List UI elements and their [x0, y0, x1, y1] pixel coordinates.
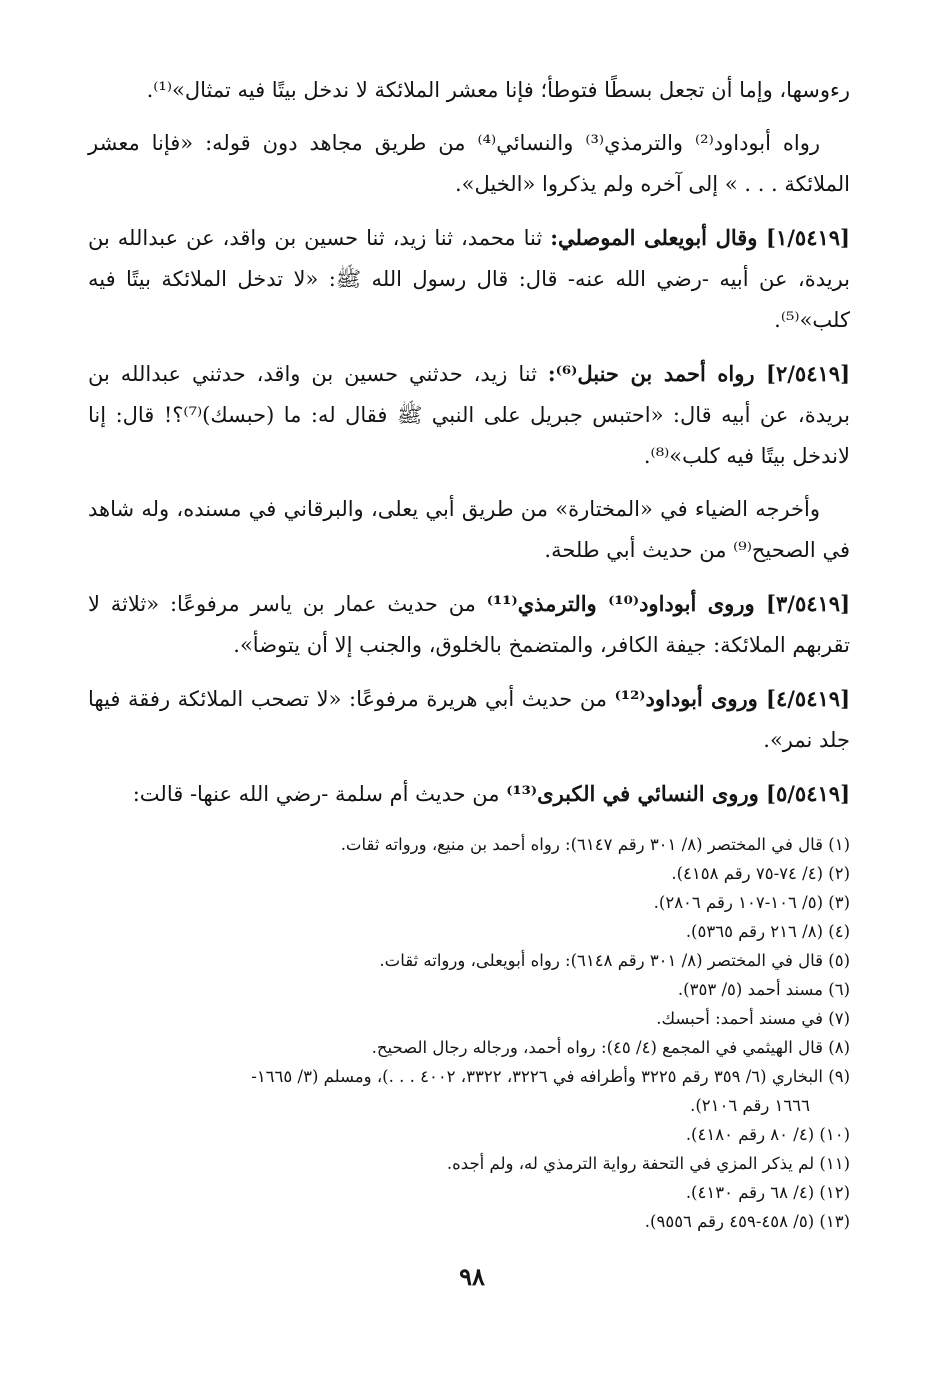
paragraph — [88, 123, 850, 205]
footnote: (٢) (٤/ ٧٤-٧٥ رقم ٤١٥٨). — [671, 864, 850, 883]
paragraph — [88, 583, 850, 666]
paragraph-text: من حديث عمار بن ياسر مرفوعًا: «ثلاثة لا تقربهم الملائكة: جيفة الكافر، والمتضمخ بالخلوق، والجنب إلا أن يتوضأ». — [88, 592, 850, 657]
footnote: (١٢) (٤/ ٦٨ رقم ٤١٣٠). — [685, 1183, 850, 1202]
footnote: (٩) البخاري (٦/ ٣٥٩ رقم ٣٢٢٥ وأطرافه في ٣٢٢٦، ٣٣٢٢، ٤٠٠٢ . . .)، ومسلم (٣/ ١٦٦٥- — [251, 1067, 850, 1086]
paragraph — [88, 489, 850, 571]
footnote: (٨) قال الهيثمي في المجمع (٤/ ٤٥): رواه أحمد، ورجاله رجال الصحيح. — [371, 1038, 850, 1057]
paragraph — [88, 70, 850, 111]
paragraph-text: من حديث أم سلمة -رضي الله عنها- قالت: — [132, 782, 507, 806]
footnote: (١٣) (٥/ ٤٥٨-٤٥٩ رقم ٩٥٥٦). — [644, 1212, 850, 1231]
paragraph — [88, 678, 850, 761]
footnote: (٣) (٥/ ١٠٦-١٠٧ رقم ٢٨٠٦). — [653, 893, 850, 912]
footnote: (١١) لم يذكر المزي في التحفة رواية الترمذي له، ولم أجده. — [446, 1154, 850, 1173]
entry-heading: [١/٥٤١٩] وقال أبويعلى الموصلي: — [550, 225, 850, 250]
footnote-separator — [88, 822, 850, 823]
paragraph-text: من حديث أبي هريرة مرفوعًا: «لا تصحب الملائكة رفقة فيها جلد نمر». — [88, 687, 850, 752]
footnote: (٥) قال في المختصر (٨/ ٣٠١ رقم ٦١٤٨): رواه أبويعلى، ورواته ثقات. — [379, 951, 850, 970]
footnote: (٦) مسند أحمد (٥/ ٣٥٣). — [677, 980, 850, 999]
footnotes — [88, 830, 850, 1236]
entry-heading: [٢/٥٤١٩] رواه أحمد بن حنبل⁽⁶⁾: — [547, 361, 850, 386]
paragraph-text: رءوسها، وإما أن تجعل بسطًا فتوطأ؛ فإنا معشر الملائكة لا ندخل بيتًا فيه تمثال»⁽¹⁾. — [146, 78, 850, 102]
paragraph — [88, 353, 850, 477]
entry-heading: [٤/٥٤١٩] وروى أبوداود⁽¹²⁾ — [614, 686, 850, 711]
footnote: (١٠) (٤/ ٨٠ رقم ٤١٨٠). — [685, 1125, 850, 1144]
paragraph-text: ثنا زيد، حدثني حسين بن واقد، حدثني عبدالله بن بريدة، عن أبيه قال: «احتبس جبريل على النبي ﷺ فقال له: ما (حبسك)⁽⁷⁾؟! قال: إنا لاندخل بيتًا فيه كلب»⁽⁸⁾. — [88, 362, 851, 468]
footnote: (١) قال في المختصر (٨/ ٣٠١ رقم ٦١٤٧): رواه أحمد بن منيع، ورواته ثقات. — [340, 835, 850, 854]
footnote: (٧) في مسند أحمد: أحبسك. — [656, 1009, 850, 1028]
entry-heading: [٣/٥٤١٩] وروى أبوداود⁽¹⁰⁾ والترمذي⁽¹¹⁾ — [486, 591, 851, 616]
footnote: (٤) (٨/ ٢١٦ رقم ٥٣٦٥). — [685, 922, 850, 941]
paragraph — [88, 217, 850, 341]
main-text — [88, 70, 850, 827]
paragraph-text: ثنا محمد، ثنا زيد، ثنا حسين بن واقد، عن عبدالله بن بريدة، عن أبيه -رضي الله عنه- قال: قال رسول الله ﷺ: «لا تدخل الملائكة بيتًا فيه كلب»⁽⁵⁾. — [88, 226, 850, 332]
paragraph — [88, 773, 850, 815]
page-number: ٩٨ — [459, 1262, 485, 1291]
footnote-continuation: ١٦٦٦ رقم ٢١٠٦). — [690, 1096, 810, 1115]
entry-heading: [٥/٥٤١٩] وروى النسائي في الكبرى⁽¹³⁾ — [506, 781, 850, 806]
paragraph-text: رواه أبوداود⁽²⁾ والترمذي⁽³⁾ والنسائي⁽⁴⁾ من طريق مجاهد دون قوله: «فإنا معشر الملائكة . . . » إلى آخره ولم يذكروا «الخيل». — [88, 131, 850, 196]
paragraph-text: وأخرجه الضياء في «المختارة» من طريق أبي يعلى، والبرقاني في مسنده، وله شاهد في الصحيح⁽⁹⁾ من حديث أبي طلحة. — [88, 497, 850, 562]
